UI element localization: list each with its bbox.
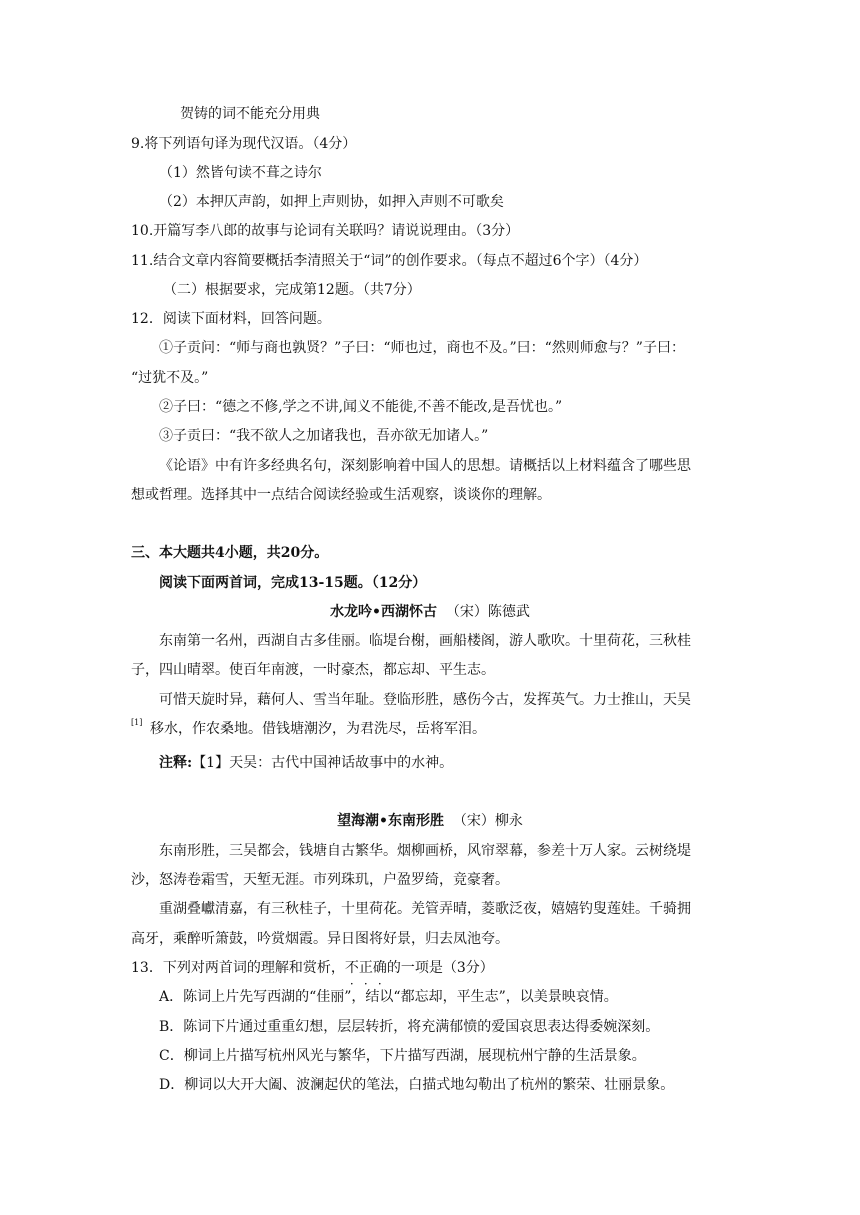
question-9: 9.将下列语句译为现代汉语。（4分） [131,136,357,152]
question-12-prompt-cont: 想或哲理。选择其中一点结合阅读经验或生活观察，谈谈你的理解。 [131,487,551,503]
poem-1-line: 子，四山晴翠。使百年南渡，一时豪杰，都忘却、平生志。 [131,662,495,678]
question-9-item-2: （2）本押仄声韵，如押上声则协，如押入声则不可歌矣 [159,194,504,210]
question-12: 12．阅读下面材料，回答问题。 [131,311,331,327]
emphasis-char: 不 [344,960,359,976]
poem-1-line [131,719,486,739]
option-a: A．陈词上片先写西湖的“佳丽”，结以“都忘却，平生志”，以美景映哀情。 [159,989,618,1005]
emphasis-char: 确 [372,960,387,976]
annotation-text: 【1】天吴：古代中国神话故事中的水神。 [192,755,454,771]
emphasis-char: 正 [358,960,373,976]
question-13 [131,958,494,978]
question-11: 11.结合文章内容简要概括李清照关于“词”的创作要求。（每点不超过6个字）（4分） [131,253,648,269]
question-13-text-end: 的一项是（3分） [386,960,494,976]
question-12-prompt: 《论语》中有许多经典名句，深刻影响着中国人的思想。请概括以上材料蕴含了哪些思 [159,458,691,474]
poem-2-line: 重湖叠巘清嘉，有三秋桂子，十里荷花。羌管弄晴，菱歌泛夜，嬉嬉钓叟莲娃。千骑拥 [159,901,691,917]
section-3-instruction: 阅读下面两首词，完成13-15题。（12分） [159,575,427,591]
poem-1-line-text: 移水，作农桑地。借钱塘潮汐，为君洗尽，岳将军泪。 [150,721,486,737]
material-3: ③子贡曰：“我不欲人之加诸我也，吾亦欲无加诸人。” [159,428,489,444]
poem-1-title: 水龙吟•西湖怀古 [330,604,438,620]
material-1-cont: “过犹不及。” [131,370,209,386]
poem-2-heading [0,811,860,831]
poem-2-line: 东南形胜，三吴都会，钱塘自古繁华。烟柳画桥，风帘翠幕，参差十万人家。云树绕堤 [159,843,691,859]
poem-1-line: 东南第一名州，西湖自古多佳丽。临堤台榭，画船楼阁，游人歌吹。十里荷花，三秋桂 [159,633,691,649]
annotation [159,753,453,773]
poem-1-line: 可惜天旋时异，藉何人、雪当年耻。登临形胜，感伤今古，发挥英气。力士推山，天吴 [159,692,691,708]
poem-2-author: （宋）柳永 [452,813,523,829]
option-d: D．柳词以大开大阖、波澜起伏的笔法，白描式地勾勒出了杭州的繁荣、壮丽景象。 [159,1077,675,1093]
footnote-marker: [1] [131,718,143,727]
poem-2-title: 望海潮•东南形胜 [337,813,445,829]
question-9-item-1: （1）然皆句读不葺之诗尔 [159,165,322,181]
text-line: 贺铸的词不能充分用典 [180,106,320,122]
option-c: C．柳词上片描写杭州风光与繁华，下片描写西湖，展现杭州宁静的生活景象。 [159,1048,646,1064]
question-10: 10.开篇写李八郎的故事与论词有关联吗？请说说理由。（3分） [131,223,520,239]
annotation-label: 注释: [159,755,193,771]
section-2-heading: （二）根据要求，完成第12题。（共7分） [163,282,421,298]
question-13-text: 13．下列对两首词的理解和赏析， [131,960,345,976]
poem-2-line: 沙，怒涛卷霜雪，天堑无涯。市列珠玑，户盈罗绮，竞豪奢。 [131,872,509,888]
poem-1-author: （宋）陈德武 [445,604,530,620]
material-2: ②子曰：“德之不修,学之不讲,闻义不能徙,不善不能改,是吾忧也。” [159,399,563,415]
option-b: B．陈词下片通过重重幻想，层层转折，将充满郁愤的爱国哀思表达得委婉深刻。 [159,1019,660,1035]
section-3-heading: 三、本大题共4小题，共20分。 [131,545,329,561]
poem-2-line: 高牙，乘醉听箫鼓，吟赏烟霞。异日图将好景，归去凤池夸。 [131,931,509,947]
poem-1-heading [0,602,860,622]
material-1: ①子贡问：“师与商也孰贤？”子曰：“师也过，商也不及。”曰：“然则师愈与？”子曰： [159,340,685,356]
